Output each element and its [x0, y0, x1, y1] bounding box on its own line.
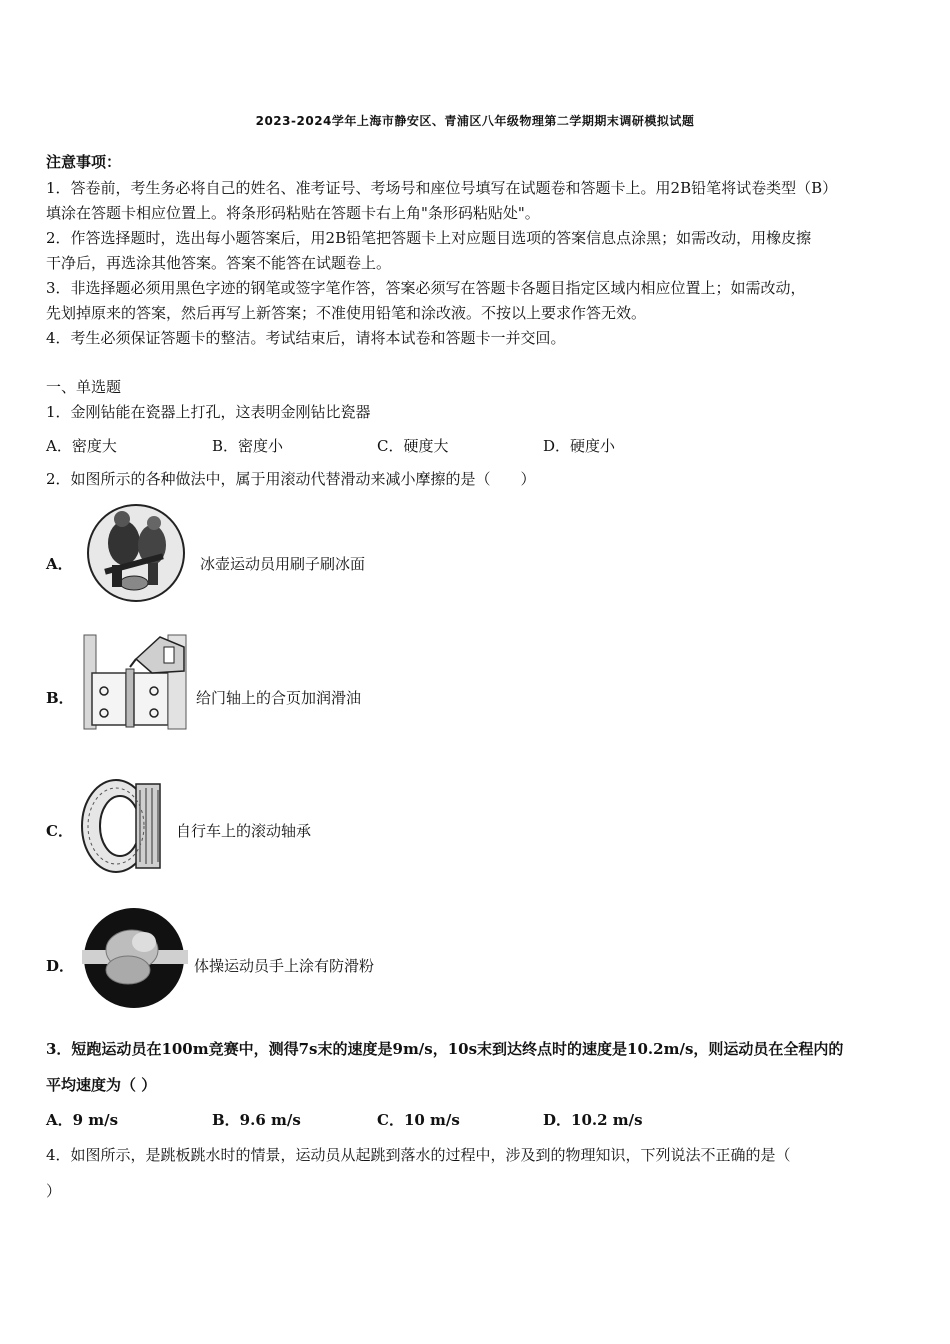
- q1-option-a[interactable]: A．密度大: [46, 437, 117, 455]
- q2-option-a-label[interactable]: A．: [46, 555, 73, 573]
- question-4-stem-cont: ）: [46, 1182, 62, 1200]
- notice-line: 干净后，再选涂其他答案。答案不能答在试题卷上。: [46, 254, 392, 272]
- q3-option-a[interactable]: A．9 m/s: [46, 1111, 119, 1129]
- question-1-stem: 1．金刚钻能在瓷器上打孔，这表明金刚钻比瓷器: [46, 403, 371, 421]
- notice-line: 2．作答选择题时，选出每小题答案后，用2B铅笔把答题卡上对应题目选项的答案信息点涂黑；如需改动，用橡皮擦: [46, 229, 812, 247]
- q2-option-d-label[interactable]: D．: [46, 957, 75, 975]
- q2-option-d-caption: 体操运动员手上涂有防滑粉: [194, 957, 375, 975]
- question-2-stem: 2．如图所示的各种做法中，属于用滚动代替滑动来减小摩擦的是（ ）: [46, 470, 536, 488]
- notice-line: 1．答卷前，考生务必将自己的姓名、准考证号、考场号和座位号填写在试题卷和答题卡上。用2B铅笔将试卷类型（B）: [46, 179, 838, 197]
- q2-option-b-caption: 给门轴上的合页加润滑油: [196, 689, 362, 707]
- notice-line: 填涂在答题卡相应位置上。将条形码粘贴在答题卡右上角"条形码粘贴处"。: [46, 204, 540, 222]
- question-4-stem: 4．如图所示，是跳板跳水时的情景，运动员从起跳到落水的过程中，涉及到的物理知识，下列说法不正确的是（: [46, 1146, 791, 1164]
- q3-option-d[interactable]: D．10.2 m/s: [543, 1111, 643, 1129]
- q3-option-c[interactable]: C．10 m/s: [377, 1111, 460, 1129]
- q2-option-a-caption: 冰壶运动员用刷子刷冰面: [200, 555, 366, 573]
- q2-option-c-caption: 自行车上的滚动轴承: [176, 822, 312, 840]
- q1-option-d[interactable]: D．硬度小: [543, 437, 616, 455]
- notice-heading: 注意事项：: [46, 153, 122, 171]
- q2-option-c-label[interactable]: C．: [46, 822, 73, 840]
- notice-line: 4．考生必须保证答题卡的整洁。考试结束后，请将本试卷和答题卡一并交回。: [46, 329, 566, 347]
- bearing-image: [80, 776, 164, 876]
- q2-option-b-label[interactable]: B．: [46, 689, 74, 707]
- question-3-stem: 3．短跑运动员在100m竞赛中，测得7s末的速度是9m/s，10s末到达终点时的速度是10.2m/s，则运动员在全程内的: [46, 1040, 844, 1058]
- hinge-oil-image: [82, 633, 188, 731]
- curling-image: [84, 503, 188, 603]
- section-heading: 一、单选题: [46, 378, 122, 396]
- q3-option-b[interactable]: B．9.6 m/s: [212, 1111, 301, 1129]
- notice-line: 先划掉原来的答案，然后再写上新答案；不准使用铅笔和涂改液。不按以上要求作答无效。: [46, 304, 647, 322]
- gymnast-hands-image: [82, 906, 188, 1010]
- q1-option-b[interactable]: B．密度小: [212, 437, 284, 455]
- question-3-stem-cont: 平均速度为（ ）: [46, 1076, 157, 1094]
- q1-option-c[interactable]: C．硬度大: [377, 437, 449, 455]
- page-title: 2023-2024学年上海市静安区、青浦区八年级物理第二学期期末调研模拟试题: [255, 114, 695, 128]
- notice-line: 3．非选择题必须用黑色字迹的钢笔或签字笔作答，答案必须写在答题卡各题目指定区域内相应位置上；如需改动，: [46, 279, 806, 297]
